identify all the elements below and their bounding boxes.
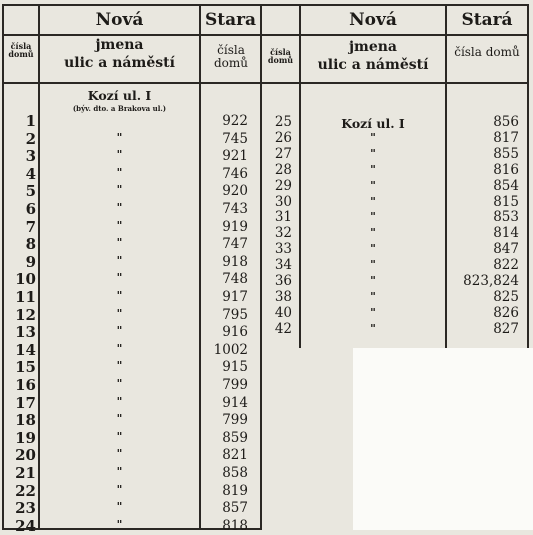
left-new-number: 8 [25,235,36,254]
left-new-number: 2 [25,129,36,148]
left-ditto: " [116,465,123,478]
left-new-number: 20 [15,446,36,465]
right-new-number: 31 [274,209,292,226]
right-new-number: 32 [274,225,292,242]
right-old-number: 815 [493,193,519,210]
right-new-number: 29 [274,177,292,194]
right-old-number: 855 [493,145,519,162]
right-old-number: 816 [493,161,519,178]
left-old-number: 857 [222,500,248,517]
left-new-number: 22 [15,481,36,500]
left-new-number: 13 [15,323,36,342]
left-ditto: " [116,271,123,285]
left-ditto: " [116,447,123,461]
right-old-number: 826 [493,304,519,321]
left-old-number: 920 [222,183,248,200]
rule-header-bottom-left [2,82,260,84]
right-stara-cisla-label: čísla domů [454,45,520,59]
right-new-number: 34 [274,257,292,274]
left-new-number: 19 [15,428,36,447]
left-old-number: 821 [222,447,248,464]
right-ditto: " [370,274,376,287]
left-ditto: " [116,324,123,338]
right-old-number: 823,824 [463,273,519,289]
left-new-number: 6 [25,200,36,218]
right-new-number: 30 [274,193,292,210]
left-new-number: 4 [25,164,36,183]
left-new-number: 11 [15,288,36,306]
right-ditto: " [370,146,376,160]
right-new-number: 38 [274,288,292,305]
left-ditto: " [116,130,123,144]
left-stara-heading: Stara [204,10,257,30]
right-new-number: 26 [274,129,292,146]
left-new-number: 5 [25,182,36,201]
left-old-number: 795 [222,306,248,323]
left-ditto: " [116,306,123,320]
left-new-number: 23 [15,499,36,518]
right-new-number: 36 [274,273,292,289]
left-old-number: 858 [222,465,248,481]
rule-header-mid-left [2,34,260,36]
left-ditto: " [116,236,123,250]
left-ditto: " [116,165,123,179]
left-ditto: " [116,517,123,531]
right-new-number: 28 [274,161,292,178]
left-old-number: 819 [222,482,248,499]
left-ditto: " [116,377,123,390]
left-ditto: " [116,148,123,162]
left-cisla-domu-label: čísla domů [8,41,34,60]
right-old-number: 825 [493,288,519,305]
right-ditto: " [370,210,376,224]
left-new-number: 24 [15,516,36,535]
left-new-number: 15 [15,358,36,377]
left-new-number: 18 [15,411,36,430]
left-ditto: " [116,429,123,443]
right-stara-heading: Stará [461,10,513,30]
rule-top [2,4,529,6]
right-old-number: 847 [493,241,519,258]
left-ditto: " [116,253,123,267]
left-old-number: 746 [222,165,248,182]
blank-area [353,348,533,530]
right-ditto: " [370,258,376,272]
right-ditto: " [370,130,376,144]
right-old-number: 814 [493,225,519,242]
right-old-number: 853 [493,209,519,226]
left-old-number: 918 [222,253,248,270]
left-old-number: 748 [222,271,248,288]
right-new-number: 42 [274,320,292,337]
right-old-number: 856 [493,114,519,130]
right-old-number: 822 [493,257,519,274]
left-ditto: " [116,412,123,426]
left-ditto: " [116,341,123,355]
left-nova-heading: Nová [95,10,144,30]
left-ditto: " [116,500,123,514]
left-old-number: 915 [222,359,248,376]
left-old-number: 799 [222,377,248,393]
left-ditto: " [116,201,123,214]
left-old-number: 743 [222,201,248,217]
left-old-number: 745 [222,130,248,147]
left-ditto: " [116,289,123,302]
left-old-number: 922 [222,113,248,129]
left-new-number: 9 [25,252,36,271]
left-ditto: " [116,183,123,197]
left-old-number: 747 [222,236,248,253]
left-street-note: (býv. dto. a Brakova ul.) [72,104,167,113]
left-new-number: 12 [15,305,36,324]
right-new-number: 40 [274,304,292,321]
left-ditto: " [116,482,123,496]
right-ditto: " [370,194,376,208]
right-ditto: " [370,162,376,176]
left-jmena-label: jmena [95,37,144,53]
right-street-name: Kozí ul. I [341,116,405,131]
right-ditto: " [370,242,376,256]
right-ditto: " [370,178,376,192]
right-old-number: 817 [493,129,519,146]
right-ulic-label: ulic a náměstí [317,57,429,73]
right-new-number: 33 [274,241,292,258]
rule-header-mid-right [260,34,529,36]
left-old-number: 1002 [213,341,248,358]
right-old-number: 854 [493,177,519,194]
right-cisla-domu-label: čísla domů [267,47,294,66]
right-nova-heading: Nová [349,10,397,30]
left-ditto: " [116,359,123,373]
right-ditto: " [370,321,376,335]
left-old-number: 818 [222,517,248,534]
left-new-number: 3 [25,147,36,166]
left-old-number: 916 [222,324,248,341]
left-new-number: 14 [15,340,36,359]
left-ditto: " [116,394,123,408]
left-ditto: " [116,218,123,232]
left-new-number: 10 [15,270,36,289]
right-ditto: " [370,305,376,319]
left-old-number: 921 [222,148,248,165]
left-old-number: 914 [222,394,248,411]
left-new-number: 21 [15,464,36,482]
left-old-number: 919 [222,218,248,235]
left-new-number: 17 [15,393,36,412]
left-old-number: 799 [222,412,248,429]
left-old-number: 859 [222,429,248,446]
left-old-number: 917 [222,289,248,305]
left-new-number: 1 [25,112,36,130]
right-jmena-label: jmena [348,39,398,55]
left-new-number: 7 [25,217,36,236]
right-ditto: " [370,226,376,240]
right-new-number: 25 [274,114,292,130]
left-street-name: Kozí ul. I [87,88,152,103]
rule-right-outer [527,4,529,348]
rule-header-bottom-right [260,82,529,84]
left-new-number: 16 [15,376,36,394]
right-old-number: 827 [493,320,519,337]
left-stara-cisla-label: čísla domů [213,43,248,70]
right-new-number: 27 [274,145,292,162]
right-ditto: " [370,289,376,303]
left-ulic-label: ulic a náměstí [64,55,175,71]
